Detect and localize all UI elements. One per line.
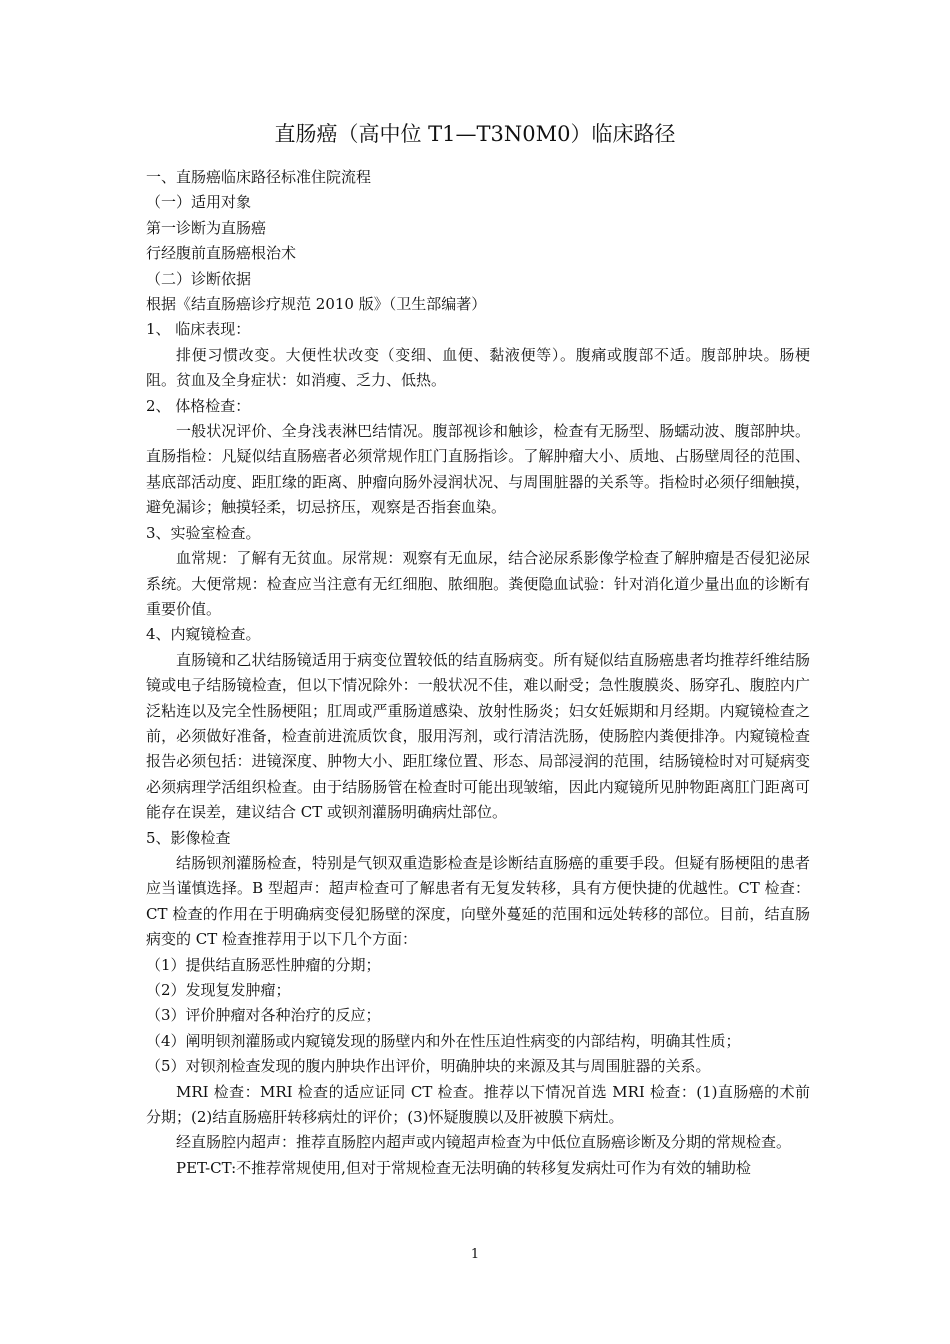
page-title: 直肠癌（高中位 T1—T3N0M0）临床路径 xyxy=(274,122,676,146)
paragraph: 经直肠腔内超声：推荐直肠腔内超声或内镜超声检查为中低位直肠癌诊断及分期的常规检查。 xyxy=(176,1133,792,1152)
paragraph: 血常规：了解有无贫血。尿常规：观察有无血尿，结合泌尿系影像学检查了解肿瘤是否侵犯泌尿系统。大便常规：检查应当注意有无红细胞、脓细胞。粪便隐血试验：针对消化道少量出血的诊断有重要价值。 xyxy=(146,549,810,618)
paragraph: 排便习惯改变。大便性状改变（变细、血便、黏液便等）。腹痛或腹部不适。腹部肿块。肠梗阻。贫血及全身症状：如消瘦、乏力、低热。 xyxy=(146,345,810,390)
text-line: 第一诊断为直肠癌 xyxy=(146,218,267,237)
paragraph: 直肠镜和乙状结肠镜适用于病变位置较低的结直肠病变。所有疑似结直肠癌患者均推荐纤维结肠镜或电子结肠镜检查，但以下情况除外：一般状况不佳，难以耐受；急性腹膜炎、肠穿孔、腹腔内广泛粘连以及完全性肠梗阻；肛周或严重肠道感染、放射性肠炎；妇女妊娠期和月经期。内窥镜检查之前，必须做好准备，检查前进流质饮食，服用泻剂，或行清洁洗肠，使肠腔内粪便排净。内窥镜检查报告必须包括：进镜深度、肿物大小、距肛缘位置、形态、局部浸润的范围，结肠镜检时对可疑病变必须病理学活组织检查。由于结肠肠管在检查时可能出现皱缩，因此内窥镜所见肿物距离肛门距离可能存在误差，建议结合 CT 或钡剂灌肠明确病灶部位。 xyxy=(146,650,810,822)
subsection-heading: （二）诊断依据 xyxy=(146,269,252,288)
text-line: 行经腹前直肠癌根治术 xyxy=(146,244,297,263)
item-heading: 1、 临床表现： xyxy=(146,320,251,339)
item-heading: 4、内窥镜检查。 xyxy=(146,625,261,644)
text-line: 根据《结直肠癌诊疗规范 2010 版》（卫生部编著） xyxy=(146,295,487,314)
paragraph: 一般状况评价、全身浅表淋巴结情况。腹部视诊和触诊，检查有无肠型、肠蠕动波、腹部肿块。直肠指检：凡疑似结直肠癌者必须常规作肛门直肠指诊。了解肿瘤大小、质地、占肠壁周径的范围、基底部活动度、距肛缘的距离、肿瘤向肠外浸润状况、与周围脏器的关系等。指检时必须仔细触摸，避免漏诊；触摸轻柔，切忌挤压，观察是否指套血染。 xyxy=(146,422,810,517)
paragraph: 结肠钡剂灌肠检查，特别是气钡双重造影检查是诊断结直肠癌的重要手段。但疑有肠梗阻的患者应当谨慎选择。B 型超声：超声检查可了解患者有无复发转移，具有方便快捷的优越性。CT 检查：CT 检查的作用在于明确病变侵犯肠壁的深度，向壁外蔓延的范围和远处转移的部位。目前，结直肠病变的 CT 检查推荐用于以下几个方面： xyxy=(146,853,810,949)
list-item: （3）评价肿瘤对各种治疗的反应； xyxy=(146,1006,381,1025)
subsection-heading: （一）适用对象 xyxy=(146,193,252,212)
list-item: （1）提供结直肠恶性肿瘤的分期； xyxy=(146,955,381,974)
section-heading: 一、直肠癌临床路径标准住院流程 xyxy=(146,168,372,186)
page-number: 1 xyxy=(470,1247,480,1262)
list-item: （5）对钡剂检查发现的腹内肿块作出评价，明确肿块的来源及其与周围脏器的关系。 xyxy=(146,1057,711,1076)
paragraph: PET-CT:不推荐常规使用,但对于常规检查无法明确的转移复发病灶可作为有效的辅助检 xyxy=(176,1158,751,1177)
list-item: （2）发现复发肿瘤； xyxy=(146,981,291,999)
item-heading: 5、影像检查 xyxy=(146,828,231,847)
item-heading: 3、实验室检查。 xyxy=(146,523,261,542)
document-body xyxy=(146,165,810,1181)
paragraph: MRI 检查：MRI 检查的适应证同 CT 检查。推荐以下情况首选 MRI 检查：(1)直肠癌的术前分期；(2)结直肠癌肝转移病灶的评价；(3)怀疑腹膜以及肝被膜下病灶。 xyxy=(146,1082,810,1127)
list-item: （4）阐明钡剂灌肠或内窥镜发现的肠壁内和外在性压迫性病变的内部结构，明确其性质； xyxy=(146,1031,741,1050)
item-heading: 2、 体格检查： xyxy=(146,396,251,415)
